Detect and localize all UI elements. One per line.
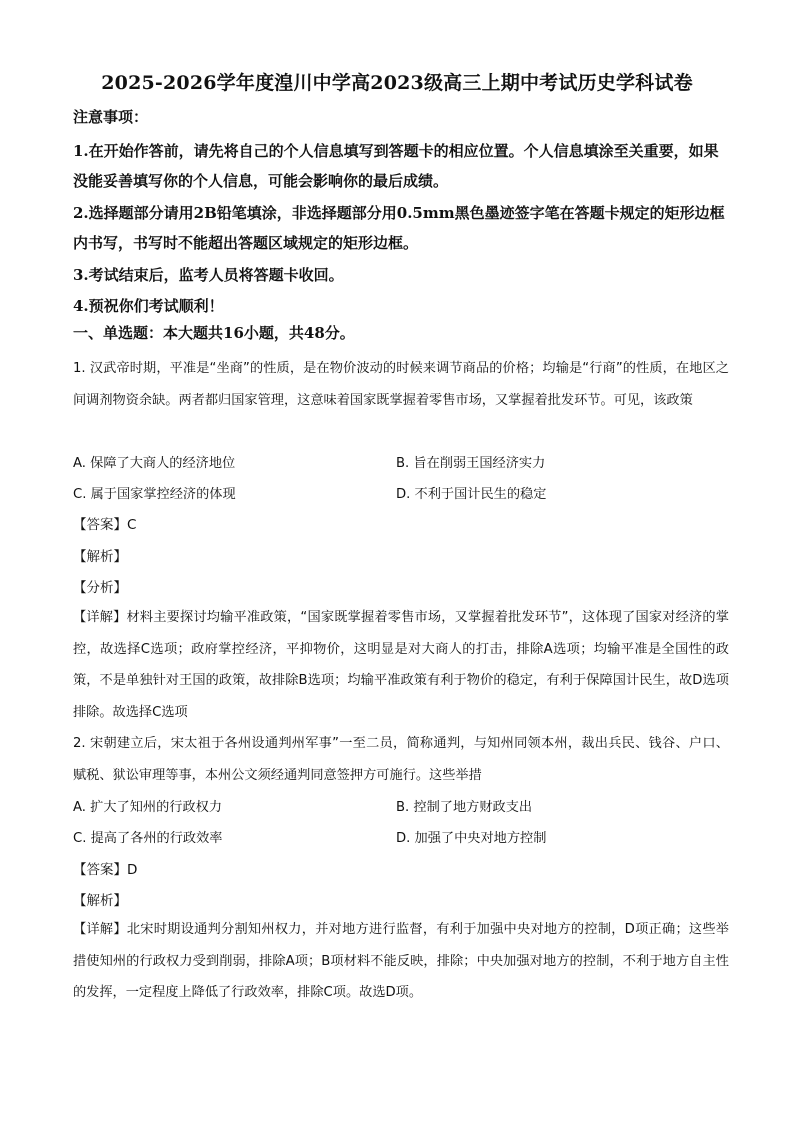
question-1-detail: 【详解】材料主要探讨均输平准政策，“国家既掌握着零售市场，又掌握着批发环节”，这体现了国家对经济的掌控，故选择C选项；政府掌控经济，平抑物价，这明显是对大商人的打击，排除A选项；均输平准是全国性的政策，不是单独针对王国的政策，故排除B选项；均输平准政策有利于物价的稳定，有利于保障国计民生，故D选项排除。故选择C选项 [73,610,729,720]
section-heading: 一、单选题：本大题共16小题，共48分。 [73,324,355,342]
question-2-option-c: C. 提高了各州的行政效率 [73,831,223,846]
exam-title: 2025-2026学年度湟川中学高2023级高三上期中考试历史学科试卷 [101,72,693,94]
notice-item-2: 2.选择题部分请用2B铅笔填涂，非选择题部分用0.5mm黑色墨迹签字笔在答题卡规定的矩形边框内书写，书写时不能超出答题区域规定的矩形边框。 [73,204,725,252]
question-1-option-b: B. 旨在削弱王国经济实力 [396,456,546,471]
notice-item-3: 3.考试结束后，监考人员将答题卡收回。 [73,266,344,284]
question-2-option-a: A. 扩大了知州的行政权力 [73,800,223,815]
question-1-option-c: C. 属于国家掌控经济的体现 [73,487,236,502]
question-2-stem: 2. 宋朝建立后，宋太祖于各州设通判州军事”一至二员，简称通判，与知州同领本州，裁出兵民、钱谷、户口、赋税、狱讼审理等事，本州公文须经通判同意签押方可施行。这些举措 [73,736,729,783]
notice-item-4: 4.预祝你们考试顺利！ [73,297,224,315]
question-1-option-a: A. 保障了大商人的经济地位 [73,456,236,471]
question-1-answer: 【答案】C [73,517,137,533]
question-2-analysis-label: 【解析】 [73,893,127,909]
notice-heading: 注意事项： [73,108,149,126]
question-2-option-d: D. 加强了中央对地方控制 [396,831,547,846]
notice-item-1: 1.在开始作答前，请先将自己的个人信息填写到答题卡的相应位置。个人信息填涂至关重要，如果没能妥善填写你的个人信息，可能会影响你的最后成绩。 [73,142,719,190]
question-2-option-b: B. 控制了地方财政支出 [396,800,533,815]
question-1-fenxi-label: 【分析】 [73,580,127,596]
question-1-option-d: D. 不利于国计民生的稳定 [396,487,547,502]
question-1-stem: 1. 汉武帝时期，平准是“坐商”的性质，是在物价波动的时候来调节商品的价格；均输是“行商”的性质，在地区之间调剂物资余缺。两者都归国家管理，这意味着国家既掌握着零售市场，又掌握着批发环节。可见，该政策 [73,361,729,408]
question-1-analysis-label: 【解析】 [73,549,127,565]
question-2-detail: 【详解】北宋时期设通判分割知州权力，并对地方进行监督，有利于加强中央对地方的控制，D项正确；这些举措使知州的行政权力受到削弱，排除A项；B项材料不能反映，排除；中央加强对地方的控制，不利于地方自主性的发挥，一定程度上降低了行政效率，排除C项。故选D项。 [73,922,729,1000]
question-2-answer: 【答案】D [73,862,138,878]
